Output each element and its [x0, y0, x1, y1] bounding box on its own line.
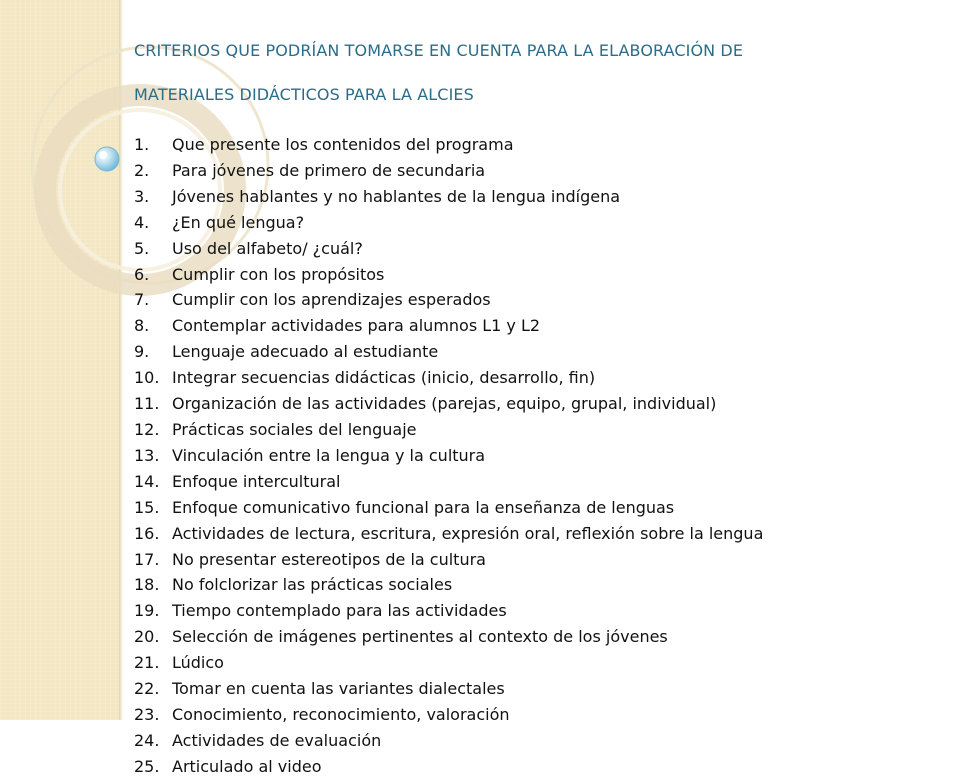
list-item-text: No presentar estereotipos de la cultura: [172, 549, 486, 569]
list-item-text: Enfoque comunicativo funcional para la enseñanza de lenguas: [172, 497, 675, 517]
list-item-number: 1.: [134, 135, 150, 154]
list-item: [134, 236, 944, 262]
list-item-number: 25.: [134, 756, 160, 776]
list-item-number: 15.: [134, 497, 160, 517]
list-item-text: Jóvenes hablantes y no hablantes de la lengua indígena: [172, 186, 621, 206]
list-item-number: 24.: [134, 730, 160, 750]
list-item-text: Que presente los contenidos del programa: [172, 135, 514, 154]
list-item: [134, 728, 944, 754]
list-item: [134, 313, 944, 339]
list-item-text: Selección de imágenes pertinentes al contexto de los jóvenes: [172, 627, 668, 647]
blue-bubble-icon: [95, 147, 119, 171]
list-item-text: Conocimiento, reconocimiento, valoración: [172, 704, 510, 724]
list-item: [134, 365, 944, 391]
list-item: [134, 443, 944, 469]
list-item-text: Integrar secuencias didácticas (inicio, desarrollo, fin): [172, 368, 596, 388]
list-item: [134, 339, 944, 365]
list-item-text: Tomar en cuenta las variantes dialectales: [172, 679, 505, 699]
list-item-number: 12.: [134, 419, 160, 439]
slide-title-line-2: MATERIALES DIDÁCTICOS PARA LA ALCIES: [134, 85, 474, 104]
list-item: [134, 598, 944, 624]
list-item-text: Articulado al video: [172, 756, 322, 776]
list-item-number: 19.: [134, 601, 160, 621]
list-item-number: 20.: [134, 627, 160, 647]
list-item-number: 18.: [134, 575, 160, 595]
list-item-text: Lenguaje adecuado al estudiante: [172, 342, 439, 362]
list-item: [134, 184, 944, 210]
list-item: [134, 676, 944, 702]
list-item-number: 16.: [134, 523, 160, 543]
list-item-text: Uso del alfabeto/ ¿cuál?: [172, 238, 363, 258]
list-item-number: 10.: [134, 368, 160, 388]
list-item: [134, 287, 944, 313]
list-item-number: 21.: [134, 653, 160, 673]
slide-title: [134, 18, 944, 128]
list-item-text: Prácticas sociales del lenguaje: [172, 419, 417, 439]
list-item: [134, 650, 944, 676]
list-item-text: Vinculación entre la lengua y la cultura: [172, 445, 486, 465]
list-item-text: Lúdico: [172, 653, 224, 673]
list-item-text: Cumplir con los aprendizajes esperados: [172, 290, 491, 310]
list-item-text: ¿En qué lengua?: [172, 212, 305, 232]
list-item-number: 2.: [134, 160, 150, 180]
list-item: [134, 521, 944, 547]
list-item: [134, 547, 944, 573]
list-item-text: Tiempo contemplado para las actividades: [172, 601, 507, 621]
list-item: [134, 702, 944, 728]
list-item-number: 23.: [134, 704, 160, 724]
bubble-highlight: [99, 151, 107, 159]
list-item: [134, 469, 944, 495]
list-item-number: 6.: [134, 264, 150, 284]
list-item-text: Organización de las actividades (parejas, equipo, grupal, individual): [172, 394, 717, 414]
list-item-number: 13.: [134, 445, 160, 465]
list-item: [134, 262, 944, 288]
list-item-number: 3.: [134, 186, 150, 206]
list-item-text: Actividades de lectura, escritura, expresión oral, reflexión sobre la lengua: [172, 523, 764, 543]
list-item: [134, 572, 944, 598]
list-item-number: 22.: [134, 679, 160, 699]
list-item-number: 17.: [134, 549, 160, 569]
list-item-number: 9.: [134, 342, 150, 362]
list-item: [134, 210, 944, 236]
list-item: [134, 158, 944, 184]
list-item: [134, 495, 944, 521]
list-item-text: Para jóvenes de primero de secundaria: [172, 160, 486, 180]
list-item-number: 4.: [134, 212, 150, 232]
list-item-text: No folclorizar las prácticas sociales: [172, 575, 453, 595]
criteria-list: [134, 132, 944, 780]
list-item-number: 5.: [134, 238, 150, 258]
list-item-number: 8.: [134, 316, 150, 336]
list-item-text: Actividades de evaluación: [172, 730, 382, 750]
list-item: [134, 754, 944, 780]
list-item-text: Enfoque intercultural: [172, 471, 341, 491]
list-item: [134, 391, 944, 417]
slide-content: [134, 18, 944, 780]
list-item-number: 11.: [134, 394, 160, 414]
list-item-text: Cumplir con los propósitos: [172, 264, 385, 284]
list-item: [134, 624, 944, 650]
list-item-number: 14.: [134, 471, 160, 491]
list-item-number: 7.: [134, 290, 150, 310]
list-item-text: Contemplar actividades para alumnos L1 y L2: [172, 316, 541, 336]
list-item: [134, 417, 944, 443]
list-item: [134, 132, 944, 158]
slide-title-line-1: CRITERIOS QUE PODRÍAN TOMARSE EN CUENTA PARA LA ELABORACIÓN DE: [134, 41, 744, 60]
